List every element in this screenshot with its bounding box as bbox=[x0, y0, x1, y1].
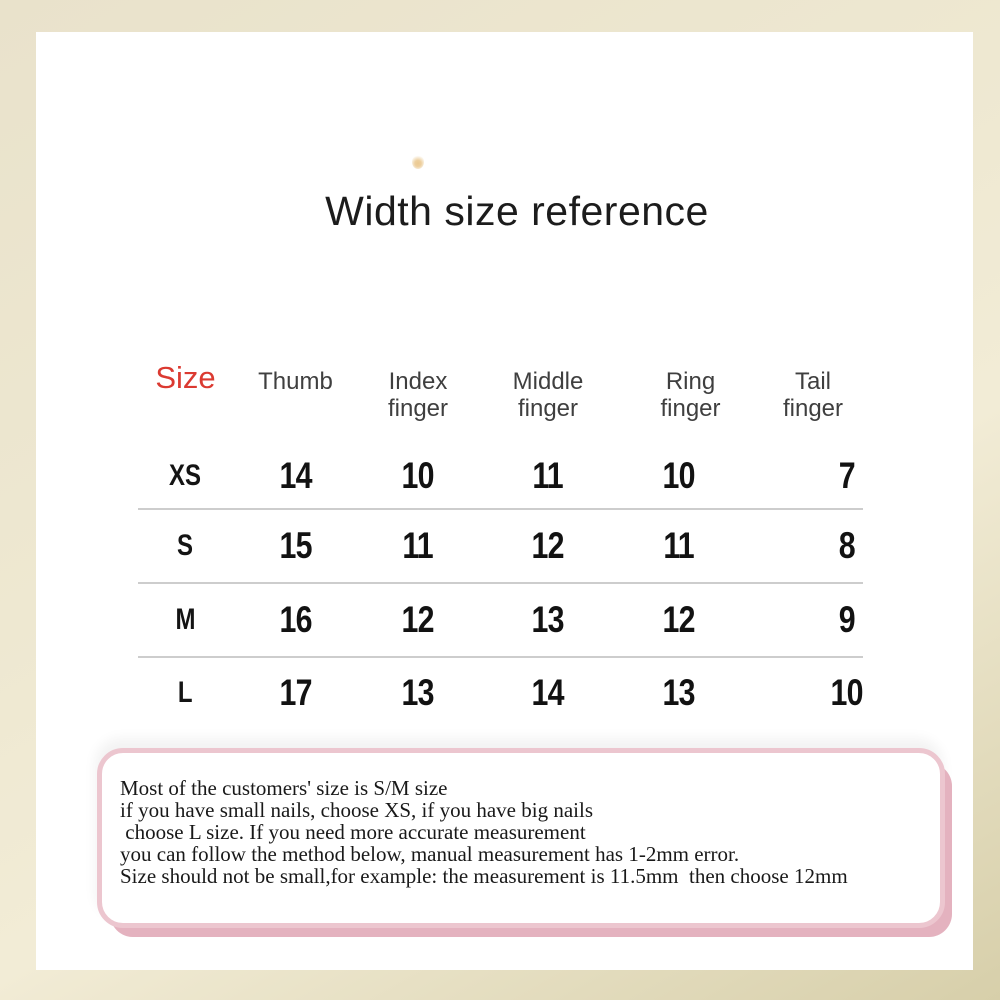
size-label: S bbox=[177, 529, 194, 562]
table-cell bbox=[358, 510, 478, 584]
column-header-label: Index bbox=[388, 368, 448, 395]
column-header-label-line2: finger bbox=[660, 395, 721, 422]
row-label-xs bbox=[138, 444, 233, 510]
note-text-line: Size should not be small,for example: the measurement is 11.5mm then choose 12mm bbox=[120, 864, 848, 888]
table-cell bbox=[478, 658, 618, 728]
column-header-label: Ring bbox=[665, 368, 716, 395]
column-header-thumb bbox=[233, 360, 358, 444]
width-value: 7 bbox=[838, 455, 856, 496]
column-header-middle-finger bbox=[478, 360, 618, 444]
row-label-m bbox=[138, 584, 233, 658]
table-cell bbox=[763, 444, 863, 510]
width-value: 14 bbox=[279, 455, 312, 496]
size-reference-table bbox=[138, 360, 863, 728]
column-header-size bbox=[138, 360, 233, 444]
width-value: 15 bbox=[279, 525, 312, 566]
beige-dot-decoration bbox=[412, 155, 424, 169]
column-header-index-finger bbox=[358, 360, 478, 444]
table-cell bbox=[233, 584, 358, 658]
table-cell bbox=[618, 658, 763, 728]
size-label: M bbox=[175, 603, 196, 636]
column-header-tail-finger bbox=[763, 360, 863, 444]
column-header-label-line2: finger bbox=[517, 395, 579, 422]
table-cell bbox=[618, 584, 763, 658]
table-cell bbox=[478, 444, 618, 510]
width-value: 10 bbox=[662, 455, 695, 496]
note-text-line: choose L size. If you need more accurate measurement bbox=[120, 820, 586, 844]
table-cell bbox=[478, 584, 618, 658]
width-value: 16 bbox=[279, 599, 312, 640]
column-header-label: Thumb bbox=[258, 368, 333, 395]
width-value: 12 bbox=[531, 525, 565, 566]
page-title: Width size reference bbox=[325, 188, 709, 234]
column-header-label-line2: finger bbox=[387, 395, 449, 422]
table-cell bbox=[233, 510, 358, 584]
width-value: 11 bbox=[402, 525, 434, 566]
table-cell bbox=[233, 444, 358, 510]
table-cell bbox=[358, 444, 478, 510]
column-header-label: Tail bbox=[794, 368, 831, 395]
size-label: XS bbox=[169, 459, 202, 492]
table-cell bbox=[763, 584, 863, 658]
table-cell bbox=[358, 658, 478, 728]
column-header-label: Middle bbox=[512, 368, 584, 395]
width-value: 11 bbox=[532, 455, 564, 496]
sizing-advice-note bbox=[97, 748, 945, 928]
width-value: 12 bbox=[401, 599, 435, 640]
width-value: 13 bbox=[531, 599, 565, 640]
width-value: 13 bbox=[401, 672, 435, 713]
row-label-s bbox=[138, 510, 233, 584]
table-cell bbox=[763, 510, 863, 584]
width-value: 12 bbox=[662, 599, 695, 640]
table-cell bbox=[478, 510, 618, 584]
width-value: 10 bbox=[830, 672, 864, 713]
width-value: 8 bbox=[838, 525, 856, 566]
width-value: 9 bbox=[838, 599, 856, 640]
table-cell bbox=[358, 584, 478, 658]
size-label: L bbox=[178, 676, 193, 709]
table-cell bbox=[233, 658, 358, 728]
table-cell bbox=[618, 510, 763, 584]
table-cell bbox=[618, 444, 763, 510]
table-cell bbox=[763, 658, 863, 728]
column-header-label-line2: finger bbox=[782, 395, 844, 422]
width-value: 13 bbox=[662, 672, 695, 713]
width-value: 11 bbox=[663, 525, 694, 566]
width-value: 17 bbox=[279, 672, 312, 713]
note-text-line: Most of the customers' size is S/M size bbox=[120, 776, 448, 800]
row-label-l bbox=[138, 658, 233, 728]
width-value: 10 bbox=[401, 455, 435, 496]
column-header-ring-finger bbox=[618, 360, 763, 444]
column-header-label: Size bbox=[155, 360, 216, 395]
note-text-line: you can follow the method below, manual measurement has 1-2mm error. bbox=[120, 842, 740, 866]
width-value: 14 bbox=[531, 672, 565, 713]
note-text-line: if you have small nails, choose XS, if you have big nails bbox=[120, 798, 594, 822]
